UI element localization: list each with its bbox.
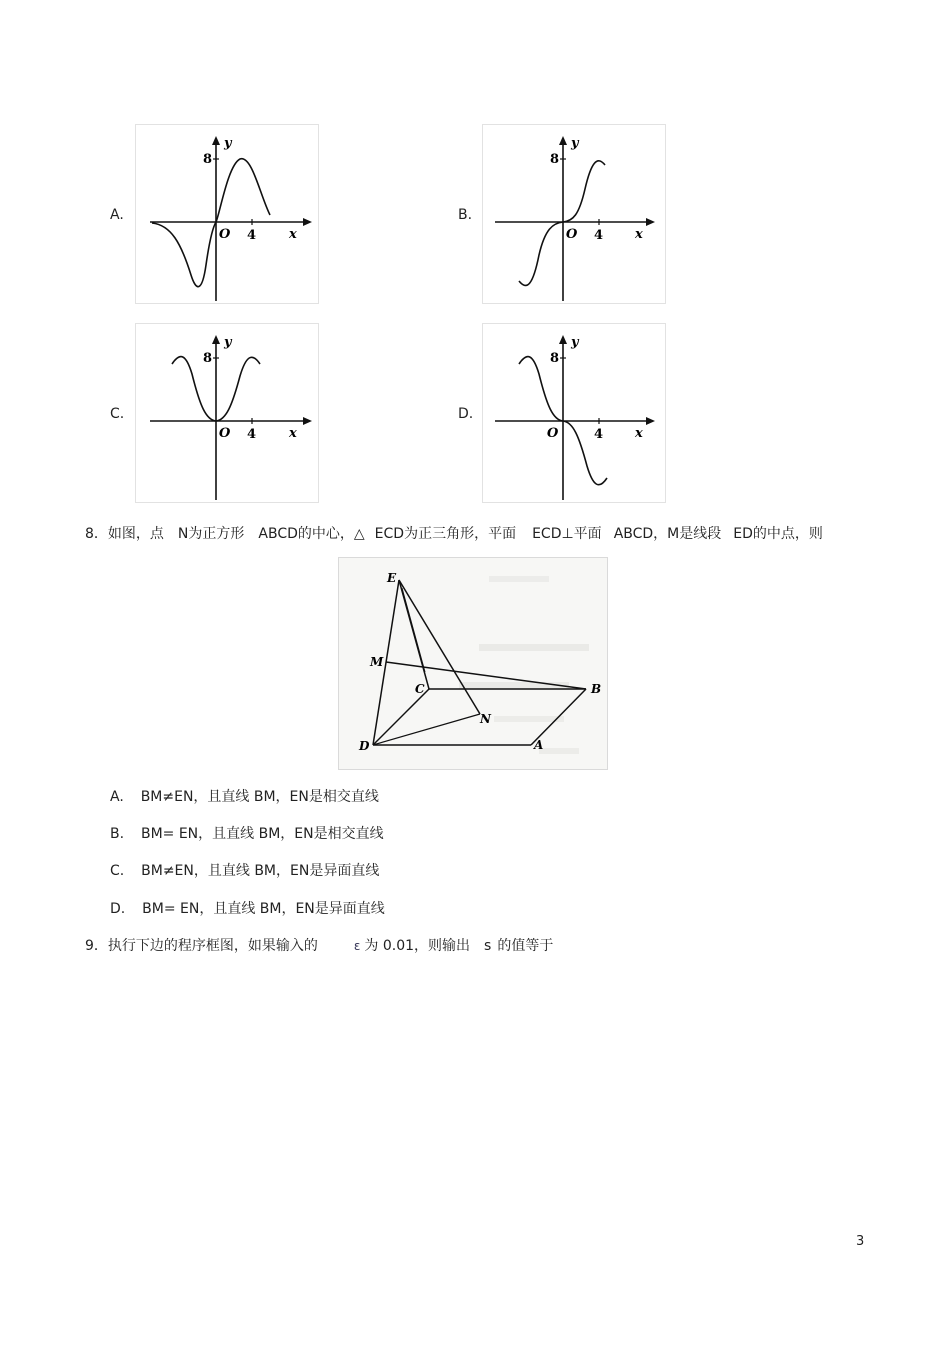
q7-a-x-label: x (289, 227, 297, 242)
q8-option-d-label: D. (110, 901, 126, 917)
q7-b-x-tick: 4 (594, 228, 604, 243)
q7-a-x-tick: 4 (247, 228, 257, 243)
q7-a-y-label: y (224, 136, 232, 151)
q8-option-b-label: B. (110, 826, 125, 842)
q8-option-b (110, 823, 384, 843)
page-number: 3 (856, 1234, 865, 1249)
q7-c-x-label: x (289, 426, 297, 441)
q8-option-c (110, 860, 379, 880)
q8-option-a-label: A. (110, 789, 124, 805)
q7-graph-a (135, 124, 319, 304)
q9-var: s (484, 938, 492, 954)
point-e-label: E (387, 571, 397, 585)
q7-c-y-tick: 8 (203, 351, 213, 366)
q7-d-y-tick: 8 (550, 351, 560, 366)
q7-d-y-label: y (571, 335, 579, 350)
q7-b-y-tick: 8 (550, 152, 560, 167)
q7-graph-b (482, 124, 666, 304)
q8-option-d-text: BM= EN，且直线 BM，EN是异面直线 (142, 901, 385, 917)
q7-d-x-tick: 4 (594, 427, 604, 442)
q8-option-a (110, 786, 379, 806)
q7-graph-c (135, 323, 319, 503)
q7-a-y-tick: 8 (203, 152, 213, 167)
q9-stem-after: 的值等于 (497, 938, 554, 954)
q7-a-origin: O (219, 227, 231, 242)
point-c-label: C (415, 682, 425, 696)
q7-d-origin: O (547, 426, 559, 441)
q7-graph-d (482, 323, 666, 503)
q9-stem (85, 935, 553, 955)
q8-option-c-label: C. (110, 863, 125, 879)
q8-stem-part-7: ED的中点，则 (733, 526, 823, 542)
q7-option-a-label: A. (110, 207, 124, 223)
q7-option-c-label: C. (110, 406, 125, 422)
q8-stem-part-1: 如图，点 (107, 526, 164, 542)
q7-b-x-label: x (635, 227, 643, 242)
q8-option-b-text: BM= EN，且直线 BM，EN是相交直线 (140, 826, 384, 842)
q9-number: 9． (85, 938, 108, 954)
q8-stem-part-6: ABCD，M是线段 (613, 526, 722, 542)
q8-stem-part-3: ABCD的中心，△ (258, 526, 365, 542)
q7-c-y-label: y (224, 335, 232, 350)
q9-stem-mid: 为 0.01，则输出 (364, 938, 471, 954)
q8-figure (338, 557, 608, 770)
point-m-label: M (370, 655, 384, 669)
point-b-label: B (591, 682, 602, 696)
q7-option-b-label: B. (458, 207, 473, 223)
q8-stem-part-2: N为正方形 (177, 526, 245, 542)
q7-b-origin: O (566, 227, 578, 242)
q8-option-c-text: BM≠EN，且直线 BM，EN是异面直线 (141, 863, 380, 879)
q8-number: 8． (85, 526, 108, 542)
scan-shadow-marks (459, 576, 589, 754)
q7-c-x-tick: 4 (247, 427, 257, 442)
q7-c-origin: O (219, 426, 231, 441)
q7-option-d-label: D. (458, 406, 474, 422)
q8-stem-part-5: ECD⊥平面 (532, 526, 602, 542)
q8-stem-part-4: ECD为正三角形，平面 (374, 526, 517, 542)
q8-stem (85, 523, 823, 543)
q7-b-y-label: y (571, 136, 579, 151)
point-d-label: D (359, 739, 370, 753)
point-a-label: A (534, 738, 544, 752)
q8-option-a-text: BM≠EN，且直线 BM，EN是相交直线 (140, 789, 379, 805)
q9-stem-before: 执行下边的程序框图，如果输入的 (107, 938, 318, 954)
q9-epsilon: ε (353, 939, 361, 953)
q7-d-x-label: x (635, 426, 643, 441)
q8-option-d (110, 898, 385, 918)
point-n-label: N (480, 712, 491, 726)
